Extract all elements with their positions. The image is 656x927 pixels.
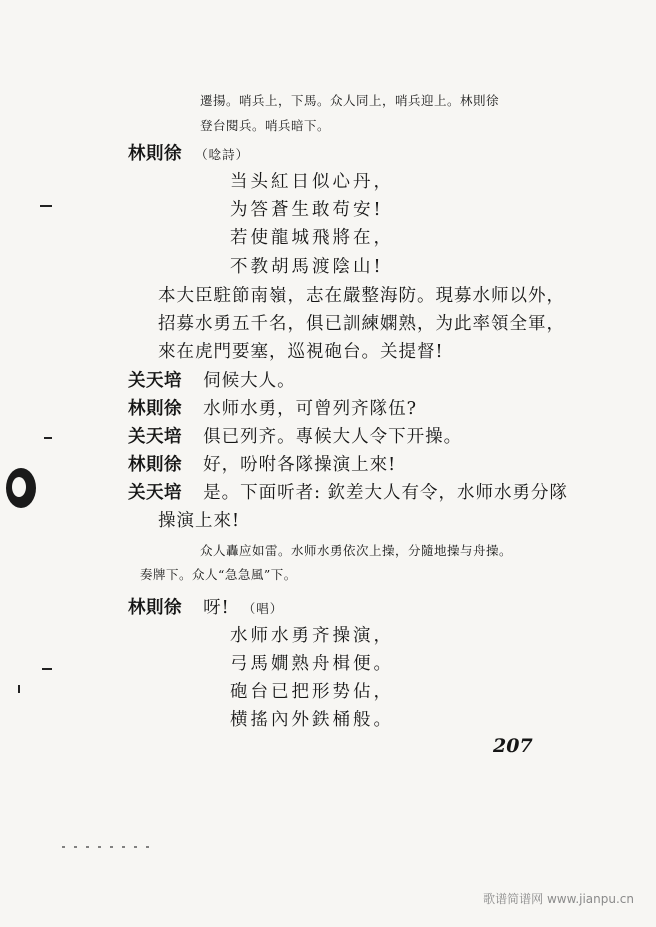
verse-line [230,253,384,278]
verse-line [230,706,394,731]
stage-direction [140,565,297,583]
binding-hole-inner [12,477,26,497]
verse-line [230,650,394,675]
stage-direction [200,541,512,559]
performance-note: （唱） [242,601,284,616]
scan-mark [40,205,52,207]
verse-text: 当头紅日似心丹， [230,172,394,192]
speech-text: 招募水勇五千名，俱已訓練嫻熟，为此率領全軍， [158,314,565,334]
dialogue-line [128,423,462,448]
scan-mark [42,668,52,670]
dialogue-line [128,367,296,392]
verse-text: 横搖內外鉄桶般。 [230,710,394,730]
dialogue-line [128,594,283,619]
stage-direction-text: 奏牌下。众人“急急風”下。 [140,567,297,582]
verse-line [230,622,394,647]
dialogue-line [128,451,396,476]
verse-line [230,224,394,249]
speaker-name: 林則徐 [128,455,182,475]
speech-text: 好，吩咐各隊操演上來! [203,455,397,475]
stage-direction [200,91,499,109]
speaker-name: 林則徐 [128,598,182,618]
verse-text: 水师水勇齐操演， [230,626,394,646]
verse-line [230,196,384,221]
stage-direction-text: 遷揚。哨兵上，下馬。众人同上，哨兵迎上。林則徐 [200,93,500,108]
verse-text: 不教胡馬渡陰山! [230,257,384,277]
stage-direction-text: 登台閱兵。哨兵暗下。 [200,118,331,133]
verse-line [230,168,394,193]
performance-note: （唸詩） [195,147,250,162]
speech-text: 本大臣駐節南嶺，志在嚴整海防。現募水师以外， [158,286,565,306]
speech-text: 是。下面听者: 欽差大人有令，水师水勇分隊 [203,483,569,503]
speech-text: 伺候大人。 [203,371,296,391]
stage-direction [200,116,330,134]
verse-text: 砲台已把形势佔， [230,682,394,702]
speech-line [158,507,240,532]
speech-text: 俱已列齐。專候大人令下开操。 [203,427,463,447]
speech-text: 來在虎門要塞，巡視砲台。关提督! [158,342,444,362]
speaker-name: 关天培 [128,371,182,391]
speaker-name: 关天培 [128,483,182,503]
page-number: 207 [493,735,533,757]
stage-direction-text: 众人轟应如雷。水师水勇依次上操，分隨地操与舟操。 [200,543,513,558]
speech-line [158,338,444,363]
verse-text: 为答蒼生敢苟安! [230,200,384,220]
verse-line [230,678,394,703]
scan-mark [44,437,52,439]
speech-line [158,310,565,335]
dialogue-line [128,140,249,165]
scan-dots [62,846,152,848]
speaker-name: 关天培 [128,427,182,447]
scan-mark [18,685,20,693]
verse-text: 弓馬嫺熟舟楫便。 [230,654,394,674]
speaker-name: 林則徐 [128,399,182,419]
speech-text: 水师水勇，可曾列齐隊伍? [203,399,417,419]
speech-text: 呀! [203,598,230,618]
speaker-name: 林則徐 [128,144,182,164]
site-watermark: 歌谱简谱网 www.jianpu.cn [483,892,634,906]
speech-text: 操演上來! [158,511,241,531]
dialogue-line [128,479,568,504]
dialogue-line [128,395,417,420]
speech-line [158,282,565,307]
verse-text: 若使龍城飛將在， [230,228,394,248]
